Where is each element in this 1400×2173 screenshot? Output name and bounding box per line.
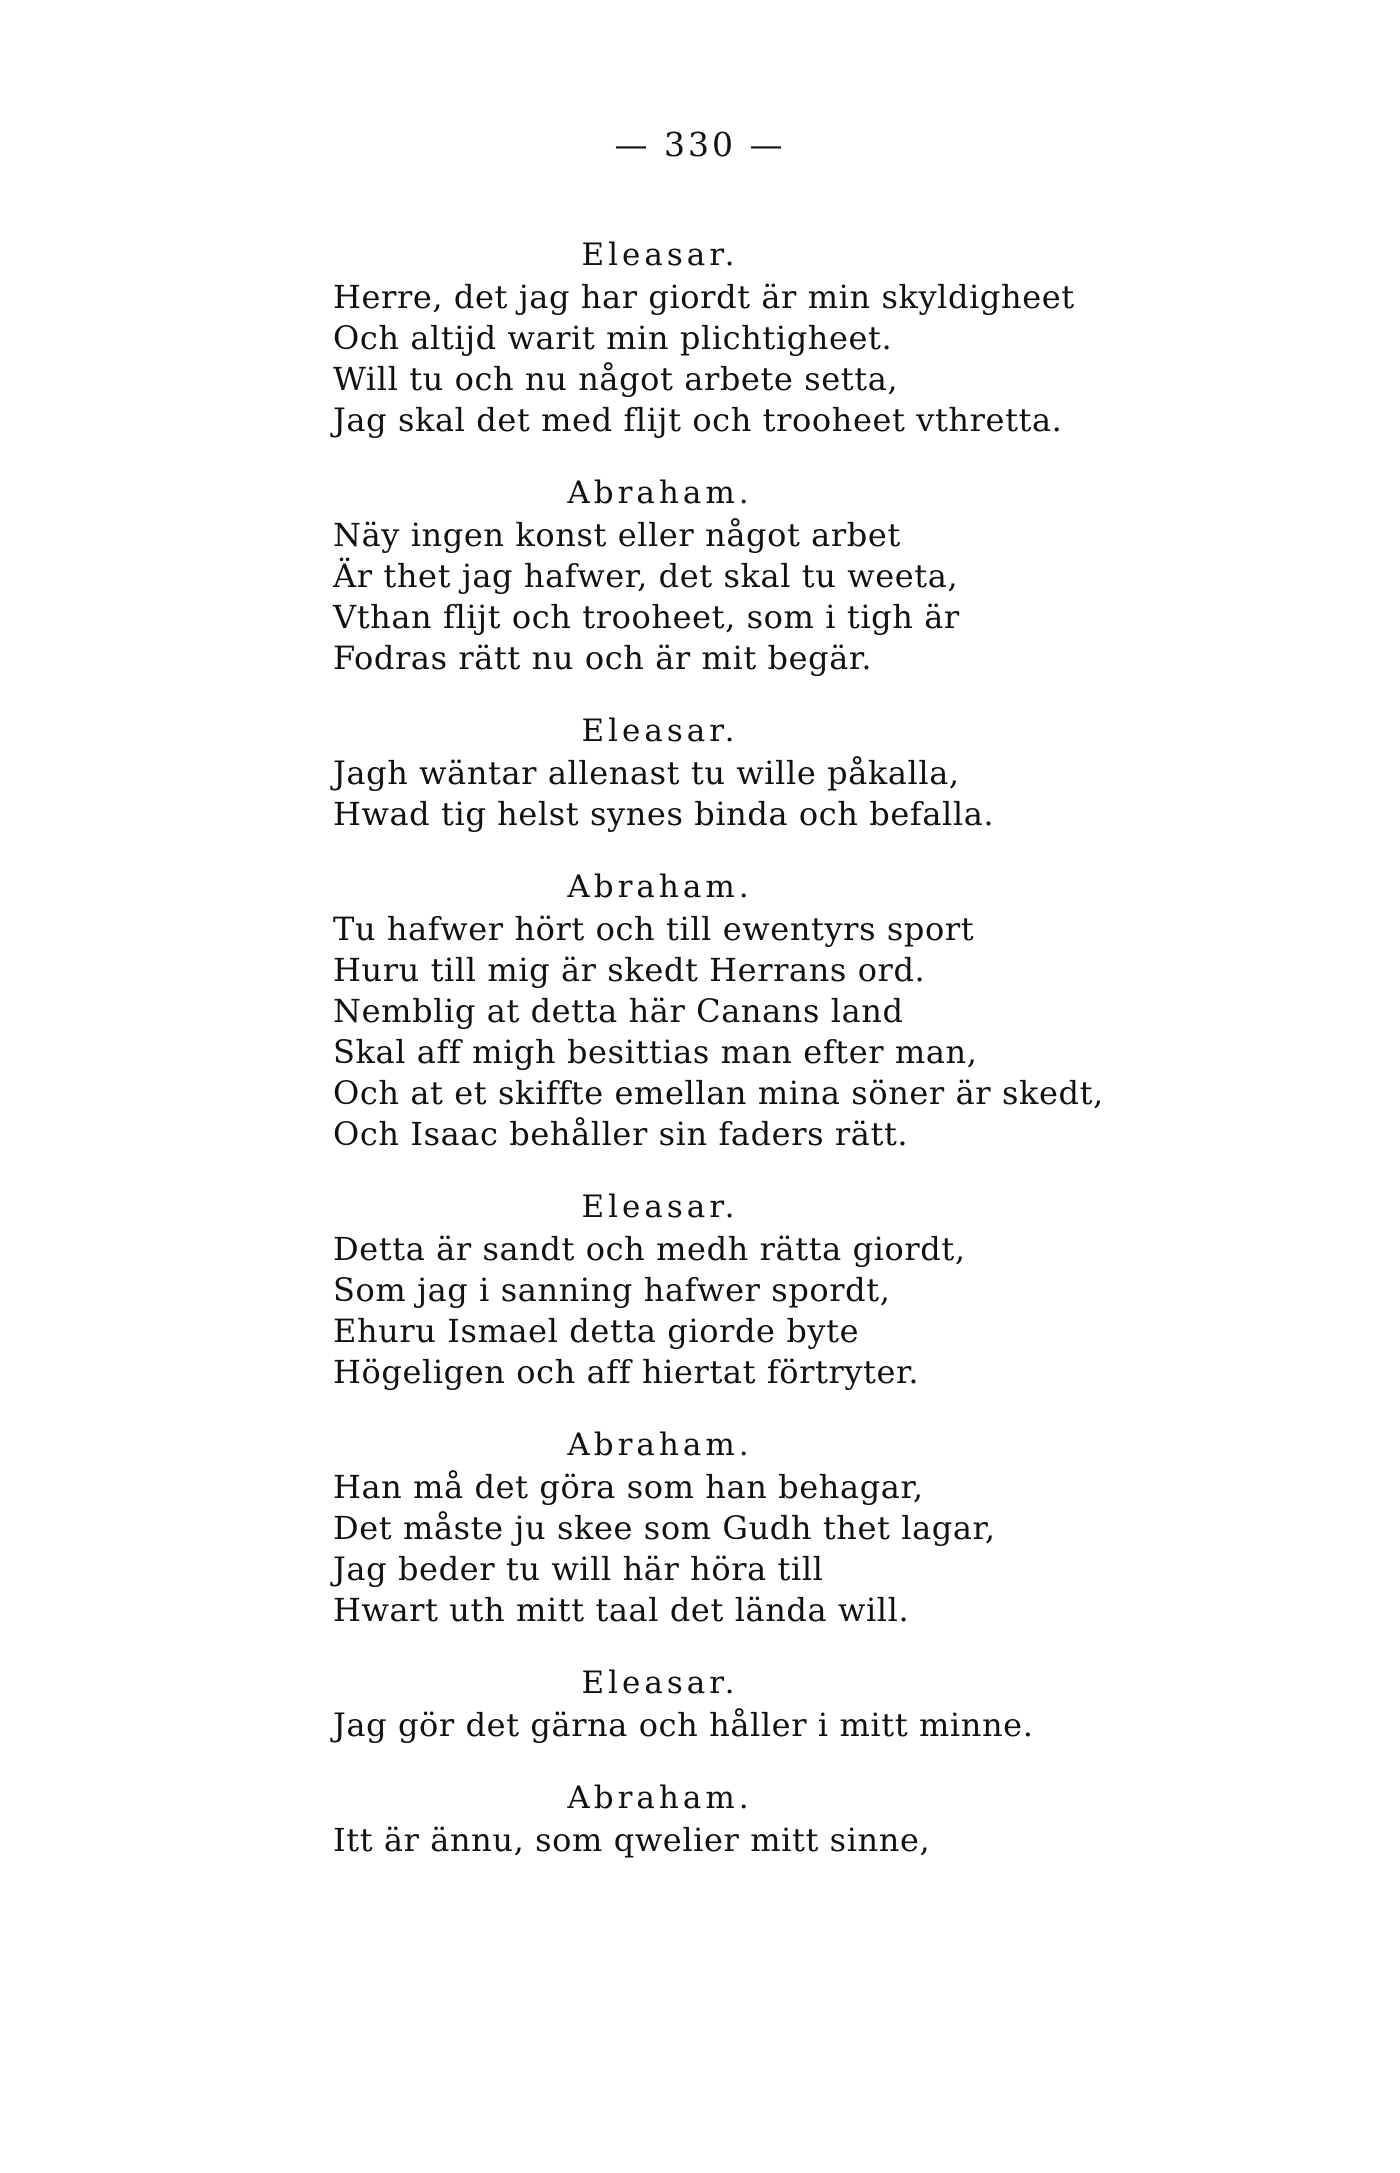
verse-line: Näy ingen konst eller något arbet [333, 516, 901, 554]
verse-line: Jag beder tu will här höra till [333, 1550, 824, 1588]
verse-line: Högeligen och aff hiertat förtryter. [333, 1353, 920, 1391]
speaker-name: Eleasar. [581, 1189, 739, 1225]
speech [333, 471, 1393, 679]
verse-line: Är thet jag hafwer, det skal tu weeta, [333, 557, 959, 595]
verse-line: Som jag i sanning hafwer spordt, [333, 1271, 891, 1309]
verse-line: Och Isaac behåller sin faders rätt. [333, 1115, 909, 1153]
verse-line: Huru till mig är skedt Herrans ord. [333, 951, 926, 989]
speech [333, 1185, 1393, 1393]
speaker-name: Abraham. [567, 869, 753, 905]
verse-line: Jagh wäntar allenast tu wille påkalla, [333, 754, 960, 792]
verse-line: Och altijd warit min plichtigheet. [333, 319, 893, 357]
verse-line: Herre, det jag har giordt är min skyldigheet [333, 278, 1075, 316]
verse-line: Och at et skiffte emellan mina söner är skedt, [333, 1074, 1104, 1112]
page-number: — 330 — [614, 125, 786, 164]
speech [333, 1423, 1393, 1631]
speaker-name: Abraham. [567, 1427, 753, 1463]
verse-line: Itt är ännu, som qwelier mitt sinne, [333, 1821, 931, 1859]
speech [333, 233, 1393, 441]
verse-line: Ehuru Ismael detta giorde byte [333, 1312, 860, 1350]
dialogue-text [333, 233, 1393, 1891]
verse-line: Nemblig at detta här Canans land [333, 992, 904, 1030]
verse-line: Skal aff migh besittias man efter man, [333, 1033, 978, 1071]
speech [333, 709, 1393, 835]
verse-line: Han må det göra som han behagar, [333, 1468, 924, 1506]
verse-line: Fodras rätt nu och är mit begär. [333, 639, 873, 677]
verse-line: Detta är sandt och medh rätta giordt, [333, 1230, 966, 1268]
speech [333, 1776, 1393, 1861]
verse-line: Jag skal det med flijt och trooheet vthretta. [333, 401, 1063, 439]
verse-line: Hwart uth mitt taal det lända will. [333, 1591, 910, 1629]
verse-line: Tu hafwer hört och till ewentyrs sport [333, 910, 975, 948]
verse-line: Jag gör det gärna och håller i mitt minne. [333, 1706, 1034, 1744]
verse-line: Will tu och nu något arbete setta, [333, 360, 899, 398]
verse-line: Hwad tig helst synes binda och befalla. [333, 795, 995, 833]
verse-line: Vthan flijt och trooheet, som i tigh är [333, 598, 960, 636]
speaker-name: Eleasar. [581, 713, 739, 749]
speaker-name: Eleasar. [581, 1665, 739, 1701]
speaker-name: Eleasar. [581, 237, 739, 273]
speaker-name: Abraham. [567, 475, 753, 511]
speaker-name: Abraham. [567, 1780, 753, 1816]
speech [333, 865, 1393, 1155]
verse-line: Det måste ju skee som Gudh thet lagar, [333, 1509, 996, 1547]
speech [333, 1661, 1393, 1746]
